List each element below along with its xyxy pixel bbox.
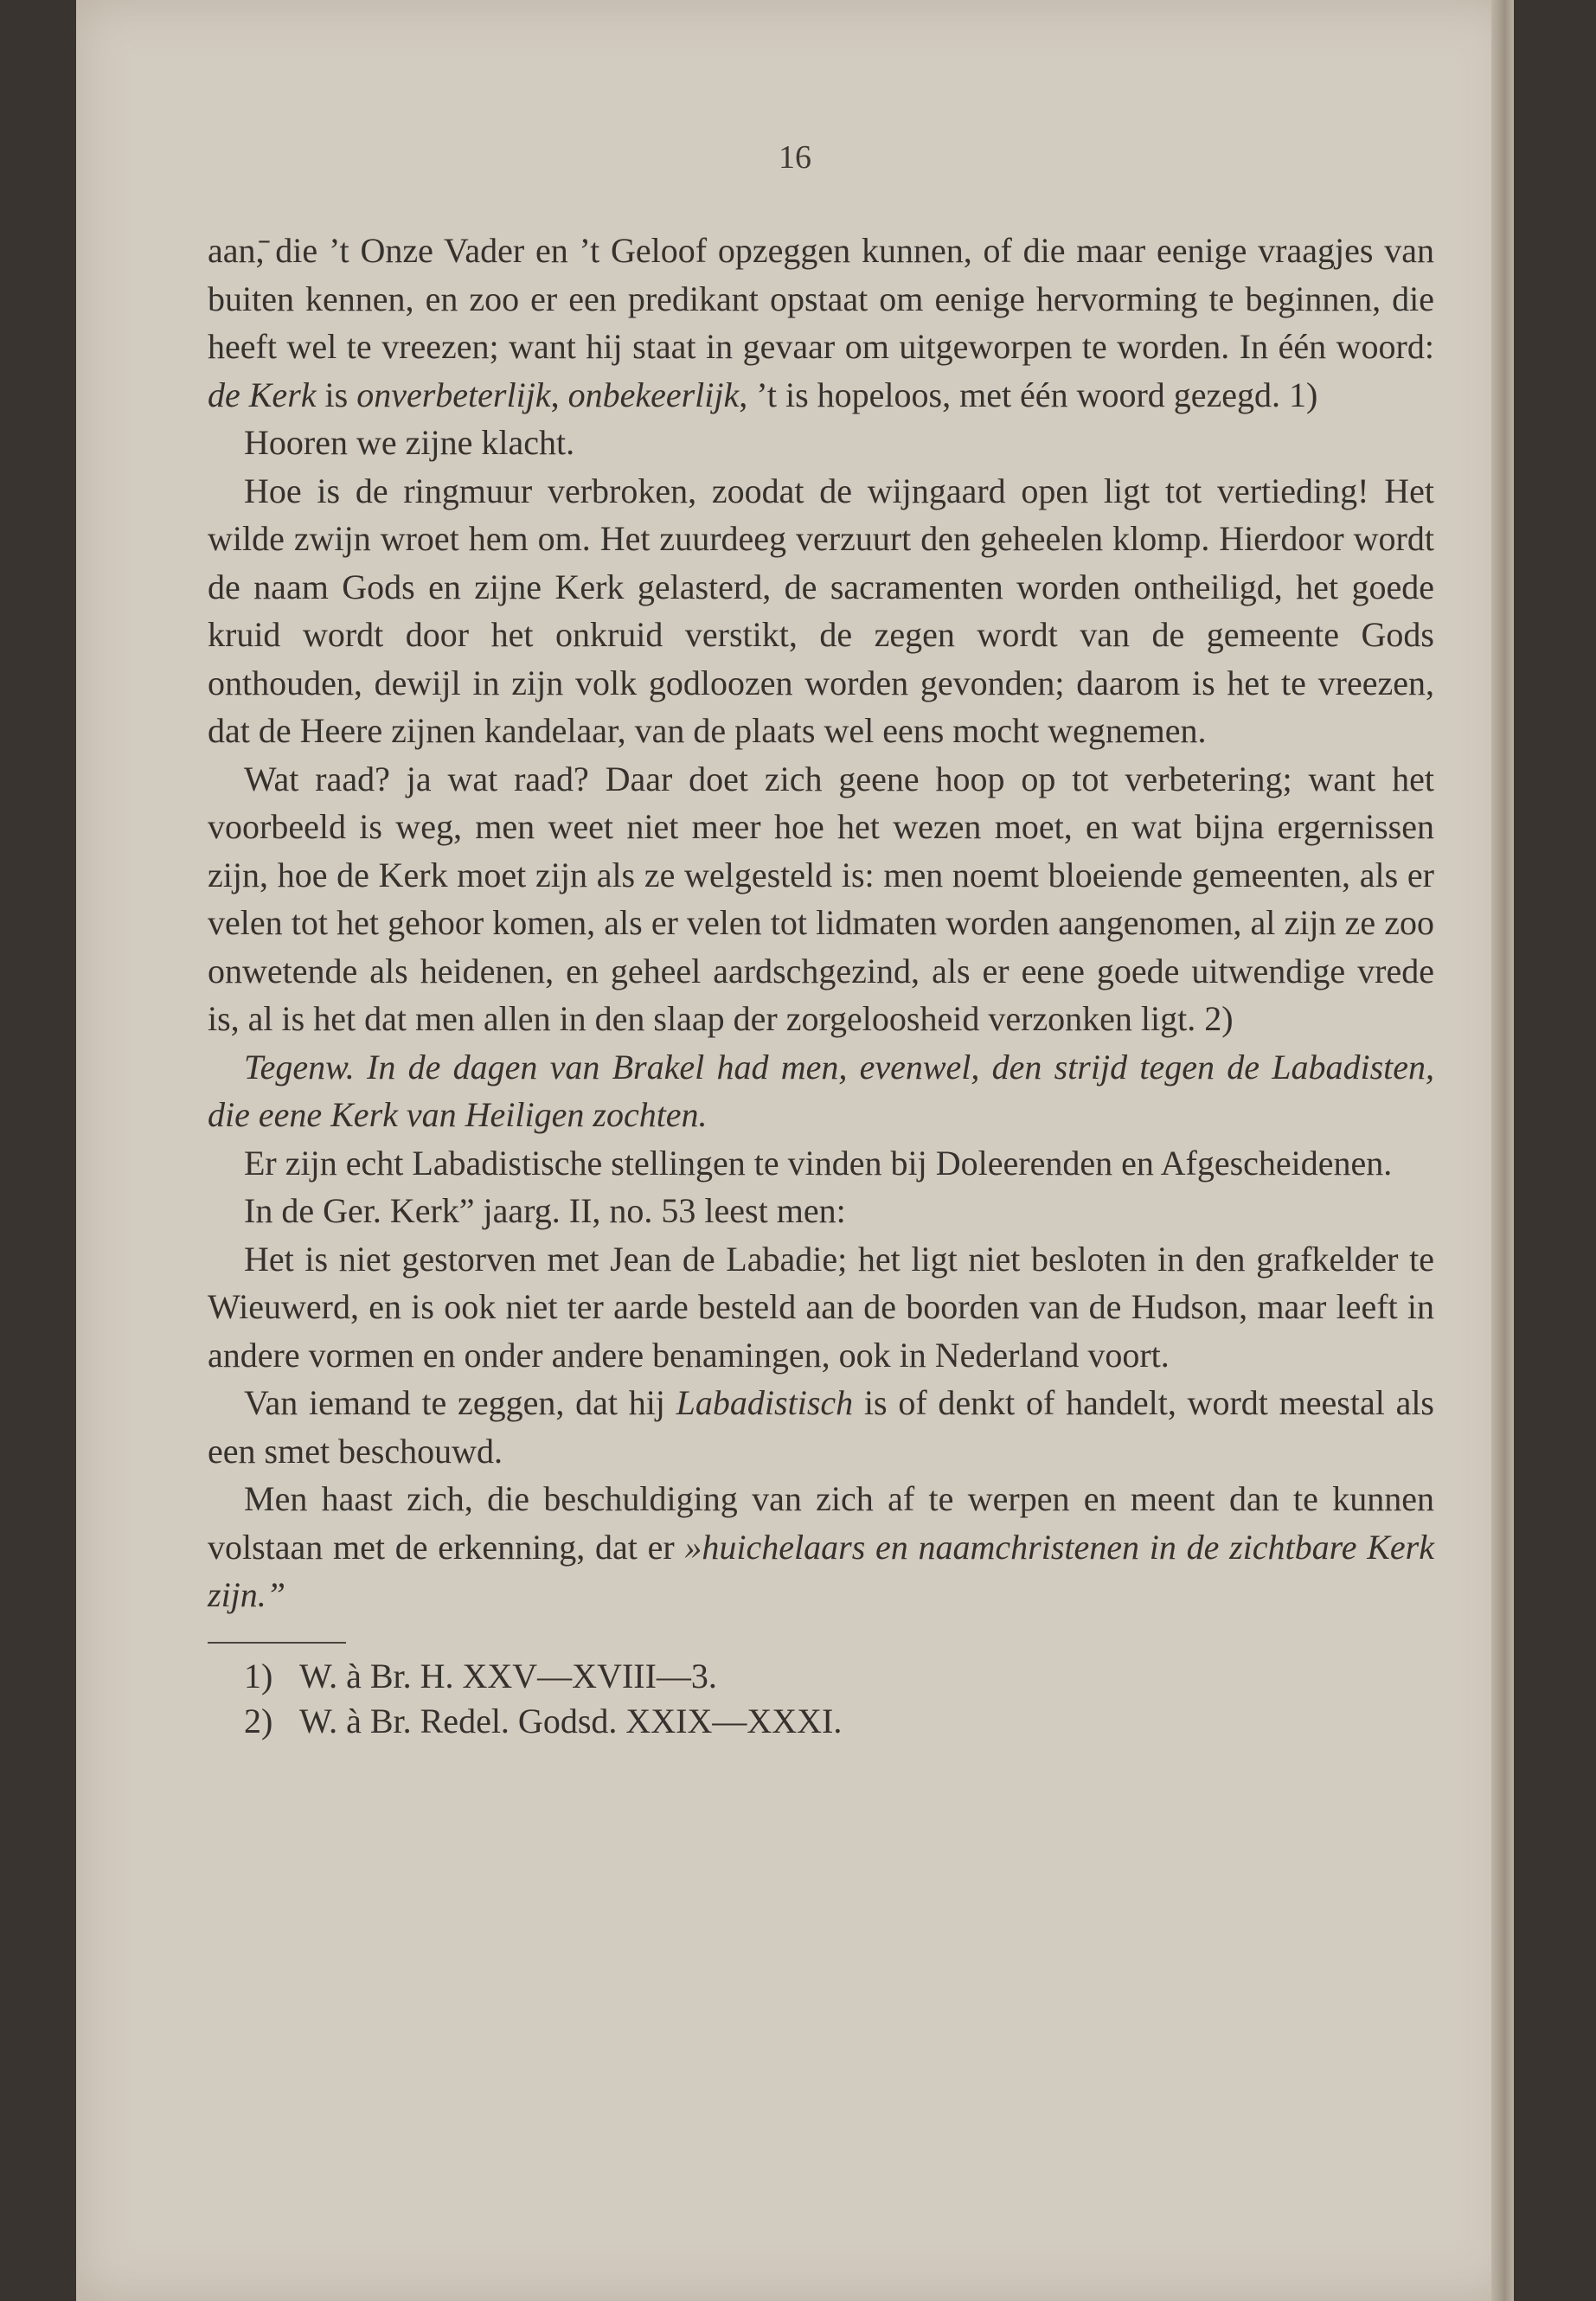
footnote-rule	[208, 1642, 346, 1644]
text-run: Hooren we zijne klacht.	[244, 423, 575, 462]
text-run: Het is niet gestorven met Jean de Labadie; het ligt niet besloten in den grafkelder te Wieuwerd, en is ook niet ter aarde besteld aan de boorden van de Hudson, maar leeft in andere vormen en onder andere benamingen, ook in Nederland voort.	[208, 1239, 1434, 1375]
text-run: In de Ger. Kerk” jaarg. II, no. 53 leest men:	[244, 1191, 846, 1230]
book-page	[76, 0, 1514, 2301]
paragraph	[208, 1235, 1434, 1380]
page-edge	[1491, 0, 1514, 2301]
text-run: , ’t is hopeloos, met één woord gezegd. 1)	[739, 375, 1318, 414]
footnote	[208, 1699, 1434, 1744]
paragraphs	[208, 227, 1434, 1619]
paragraph	[208, 1379, 1434, 1475]
italic-text: onbekeerlijk	[567, 375, 740, 414]
text-run: is of denkt of handelt, wordt meestal als een smet beschouwd.	[208, 1383, 1434, 1471]
italic-text: de Kerk	[208, 375, 317, 414]
footnote-number: 1)	[244, 1656, 273, 1695]
text-run: Hoe is de ringmuur verbroken, zoodat de wijngaard open ligt tot vertieding! Het wilde zwijn wroet hem om. Het zuurdeeg verzuurt den geheelen klomp. Hierdoor wordt de naam Gods en zijne Kerk gelasterd, de sacramenten worden ontheiligd, het goede kruid wordt door het onkruid verstikt, de zegen wordt van de gemeente Gods onthouden, dewijl in zijn volk godloozen worden gevonden; daarom is het te vreezen, dat de Heere zijnen kandelaar, van de plaats wel eens mocht wegnemen.	[208, 471, 1434, 750]
paragraph	[208, 1187, 1434, 1235]
footnote-text: W. à Br. H. XXV—XVIII—3.	[299, 1656, 717, 1695]
footnote-number: 2)	[244, 1701, 273, 1740]
paragraph	[208, 1475, 1434, 1619]
text-run: ,	[550, 375, 568, 414]
paragraph	[208, 227, 1434, 419]
italic-text: Labadistisch	[676, 1383, 854, 1422]
paragraph	[208, 1139, 1434, 1188]
text-run: Wat raad? ja wat raad? Daar doet zich geene hoop op tot verbetering; want het voorbeeld is weg, men weet niet meer hoe het wezen moet, en wat bijna ergernissen zijn, hoe de Kerk moet zijn als ze welgesteld is: men noemt bloeiende gemeenten, als er velen tot het gehoor komen, als er velen tot lidmaten worden aangenomen, al zijn ze zoo onwetende als heidenen, en geheel aardschgezind, als er eene goede uitwendige vrede is, al is het dat men allen in den slaap der zorgeloosheid verzonken ligt. 2)	[208, 759, 1434, 1038]
text-run: Er zijn echt Labadistische stellingen te vinden bij Doleerenden en Afgescheidenen.	[244, 1143, 1393, 1183]
text-run: Men haast zich, die beschuldiging van zich af te werpen en meent dan te kunnen volstaan met de erkenning, dat er	[208, 1479, 1434, 1567]
paragraph	[208, 755, 1434, 1043]
italic-text: onverbeterlijk	[356, 375, 551, 414]
paragraph	[208, 1043, 1434, 1139]
footnotes	[208, 1654, 1434, 1744]
italic-text: »huichelaars en naamchristenen in de zichtbare Kerk zijn.”	[208, 1527, 1434, 1614]
page-number: 16	[779, 139, 811, 176]
paragraph	[208, 467, 1434, 755]
footnote	[208, 1654, 1434, 1699]
text-run: is	[316, 375, 357, 414]
body-text	[208, 227, 1434, 1744]
italic-text: Tegenw. In de dagen van Brakel had men, evenwel, den strijd tegen de Labadisten, die eene Kerk van Heiligen zochten.	[208, 1047, 1434, 1134]
paragraph	[208, 419, 1434, 467]
text-run: aan,̄ die ’t Onze Vader en ’t Geloof opzeggen kunnen, of die maar eenige vraagjes van buiten kennen, en zoo er een predikant opstaat om eenige hervorming te beginnen, die heeft wel te vreezen; want hij staat in gevaar om uitgeworpen te worden. In één woord:	[208, 231, 1434, 366]
text-run: Van iemand te zeggen, dat hij	[244, 1383, 676, 1422]
footnote-text: W. à Br. Redel. Godsd. XXIX—XXXI.	[299, 1701, 843, 1740]
